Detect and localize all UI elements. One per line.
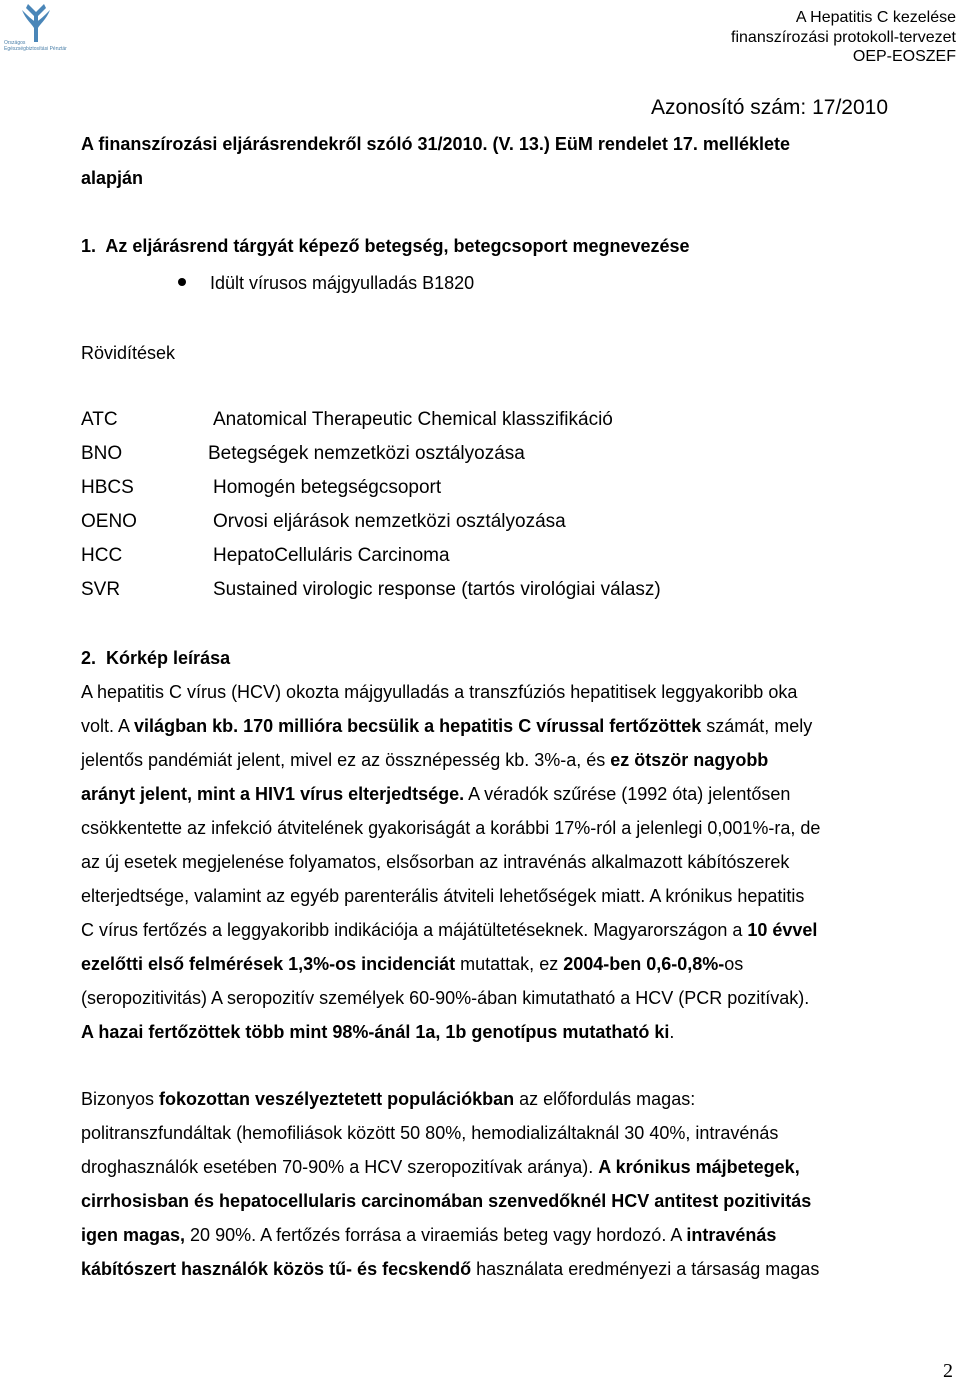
basis-line: A finanszírozási eljárásrendekről szóló 31/2010. (V. 13.) EüM rendelet 17. melléklete bbox=[81, 134, 790, 154]
bullet-icon bbox=[178, 278, 186, 286]
text-run: 20 90%. A fertőzés forrása a viraemiás beteg vagy hordozó. A bbox=[185, 1225, 687, 1245]
text-run-bold: kábítószert használók közös tű- és fecskendő bbox=[81, 1259, 472, 1279]
bullet-item: Idült vírusos májgyulladás B1820 bbox=[210, 273, 475, 293]
text-run: Bizonyos bbox=[81, 1089, 160, 1109]
paragraph-line bbox=[81, 1082, 888, 1116]
basis-line: alapján bbox=[81, 168, 144, 188]
section-1-heading bbox=[81, 229, 888, 263]
paragraph-line: csökkentette az infekció átvitelének gyakoriságát a korábbi 17%-ról a jelenlegi 0,001%-ra, de bbox=[81, 818, 821, 838]
section-number: 2. bbox=[81, 648, 97, 668]
section-title: Kórkép leírása bbox=[106, 648, 231, 668]
text-run-bold: igen magas, bbox=[81, 1225, 186, 1245]
text-run-bold: 2004-ben 0,6-0,8%- bbox=[563, 954, 725, 974]
abbreviation-key: HBCS bbox=[81, 477, 134, 498]
section-2-heading bbox=[81, 641, 888, 675]
paragraph-line bbox=[81, 1252, 888, 1286]
header-line: finanszírozási protokoll-tervezet bbox=[731, 28, 956, 46]
abbreviation-value: Homogén betegségcsoport bbox=[213, 477, 442, 498]
abbreviation-value: HepatoCelluláris Carcinoma bbox=[213, 545, 450, 566]
text-run-bold: 10 évvel bbox=[747, 920, 818, 940]
text-run-bold: ezelőtti első felmérések 1,3%-os incidenciát bbox=[81, 954, 456, 974]
text-run: mutattak, ez bbox=[455, 954, 564, 974]
paragraph-line: (seropozitivitás) A seropozitív személyek 60-90%-ában kimutatható a HCV (PCR pozitívak). bbox=[81, 988, 810, 1008]
oep-logo bbox=[4, 2, 68, 64]
text-run-bold: ez ötször nagyobb bbox=[610, 750, 769, 770]
abbreviations-title: Rövidítések bbox=[81, 343, 176, 363]
paragraph-line bbox=[81, 777, 888, 811]
text-run: az előfordulás magas: bbox=[514, 1089, 696, 1109]
abbreviation-value: Anatomical Therapeutic Chemical klasszifikáció bbox=[213, 409, 613, 430]
paragraph-line bbox=[81, 913, 888, 947]
text-run: A hepatitis C vírus (HCV) okozta májgyulladás a transzfúziós hepatitisek leggyakoribb oka bbox=[81, 682, 798, 702]
text-run: használata eredményezi a társaság magas bbox=[471, 1259, 820, 1279]
section-number: 1. bbox=[81, 236, 97, 256]
document-header bbox=[731, 8, 956, 67]
text-run: számát, mely bbox=[701, 716, 813, 736]
page-number: 2 bbox=[943, 1360, 953, 1382]
text-run-bold: A krónikus májbetegek, bbox=[598, 1157, 800, 1177]
paragraph-line: az új esetek megjelenése folyamatos, elsősorban az intravénás alkalmazott kábítószerek bbox=[81, 852, 790, 872]
abbreviation-value: Orvosi eljárások nemzetközi osztályozása bbox=[213, 511, 566, 532]
text-run-bold: intravénás bbox=[686, 1225, 777, 1245]
text-run: droghasználók esetében 70-90% a HCV szeropozitívak aránya). bbox=[81, 1157, 599, 1177]
paragraph-line bbox=[81, 709, 888, 743]
document-id: Azonosító szám: 17/2010 bbox=[651, 96, 888, 119]
paragraph-line bbox=[81, 743, 888, 777]
section-title: Az eljárásrend tárgyát képező betegség, betegcsoport megnevezése bbox=[105, 236, 690, 256]
paragraph-line: politranszfundáltak (hemofiliások között 50 80%, hemodializáltaknál 30 40%, intravénás bbox=[81, 1123, 779, 1143]
header-line: OEP-EOSZEF bbox=[852, 48, 956, 65]
paragraph-line bbox=[81, 675, 888, 709]
text-run: A véradók szűrése (1992 óta) jelentősen bbox=[464, 784, 791, 804]
abbreviation-key: HCC bbox=[81, 545, 123, 566]
paragraph-line: elterjedtsége, valamint az egyéb parenterális átviteli lehetőségek miatt. A krónikus hepatitis bbox=[81, 886, 805, 906]
paragraph-line bbox=[81, 947, 888, 981]
paragraph-line bbox=[81, 1218, 888, 1252]
text-run-bold: A hazai fertőzöttek több mint 98%-ánál 1a, 1b genotípus mutatható ki bbox=[81, 1022, 670, 1042]
text-run: . bbox=[669, 1022, 675, 1042]
paragraph-line: cirrhosisban és hepatocellularis carcinomában szenvedőknél HCV antitest pozitivitás bbox=[81, 1191, 812, 1211]
text-run: jelentős pandémiát jelent, mivel ez az össznépesség kb. 3%-a, és bbox=[81, 750, 611, 770]
text-run-bold: világban kb. 170 millióra becsülik a hepatitis C vírussal fertőzöttek bbox=[134, 716, 702, 736]
text-run: volt. A bbox=[81, 716, 135, 736]
paragraph-line bbox=[81, 1015, 888, 1049]
paragraph-line bbox=[81, 1150, 888, 1184]
abbreviation-key: ATC bbox=[81, 409, 118, 430]
header-line: A Hepatitis C kezelése bbox=[795, 9, 956, 26]
text-run: os bbox=[724, 954, 744, 974]
text-run-bold: arányt jelent, mint a HIV1 vírus elterjedtsége. bbox=[81, 784, 465, 804]
abbreviation-key: OENO bbox=[81, 511, 137, 532]
logo-caption: Országos Egészségbiztosítási Pénztár bbox=[4, 40, 67, 52]
text-run-bold: fokozottan veszélyeztetett populációkban bbox=[159, 1089, 515, 1109]
abbreviation-value: Sustained virologic response (tartós virológiai válasz) bbox=[213, 579, 661, 600]
abbreviation-value: Betegségek nemzetközi osztályozása bbox=[208, 443, 525, 464]
abbreviation-key: SVR bbox=[81, 579, 121, 600]
abbreviation-key: BNO bbox=[81, 443, 123, 464]
text-run: C vírus fertőzés a leggyakoribb indikációja a májátültetéseknek. Magyarországon a bbox=[81, 920, 748, 940]
